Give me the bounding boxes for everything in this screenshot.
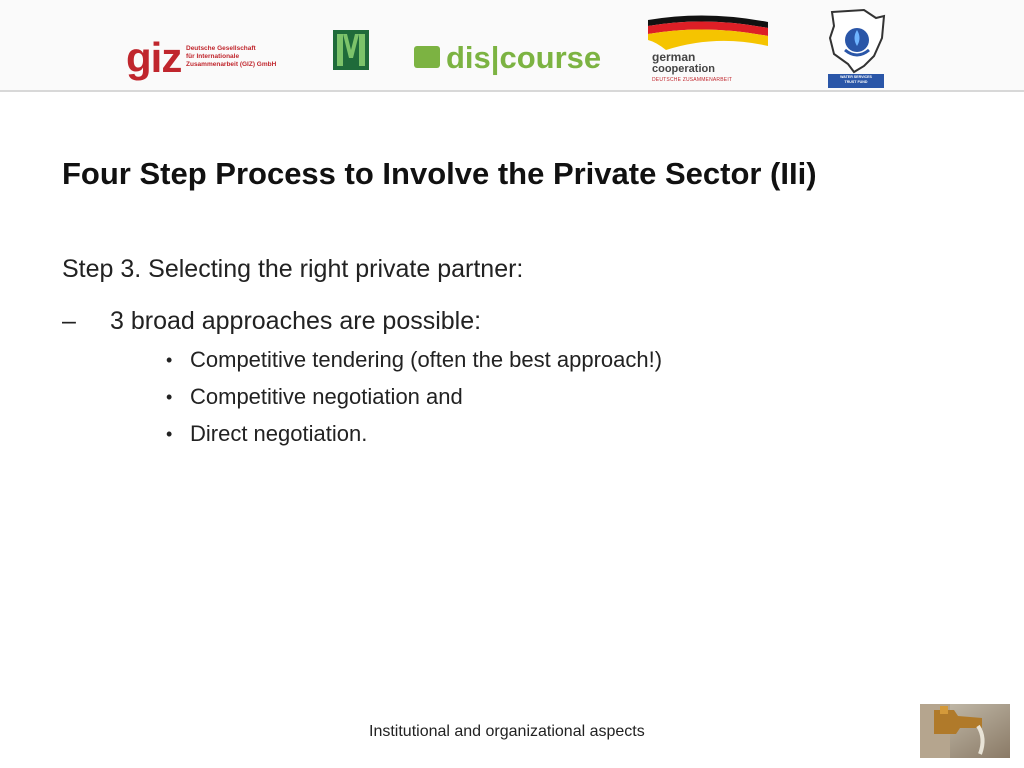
step-heading: Step 3. Selecting the right private partner: — [62, 255, 524, 283]
german-flag-swoosh-icon — [646, 12, 771, 52]
bullet-icon: • — [166, 387, 173, 407]
water-tap-photo — [920, 704, 1010, 758]
bullet-icon: • — [166, 424, 173, 444]
list-item — [164, 345, 662, 382]
approaches-text: 3 broad approaches are possible: — [110, 307, 482, 335]
german-cooperation-line-3: DEUTSCHE ZUSAMMENARBEIT — [652, 77, 733, 83]
giz-logo-text — [186, 45, 276, 69]
giz-logo-line-3: Zusammenarbeit (GIZ) GmbH — [186, 61, 277, 68]
m-logo — [333, 30, 369, 70]
german-cooperation-line-1: german — [652, 50, 696, 64]
german-cooperation-line-2: cooperation — [652, 63, 715, 75]
water-services-trust-fund-label — [828, 74, 884, 88]
discourse-logo — [414, 40, 604, 76]
dash-marker: – — [62, 307, 76, 335]
giz-logo-line-1: Deutsche Gesellschaft — [186, 45, 256, 52]
german-cooperation-logo — [646, 12, 771, 86]
emblem-label-line-2: TRUST FUND — [844, 80, 868, 84]
footer-text: Institutional and organizational aspects — [369, 723, 645, 740]
kenya-map-icon — [824, 8, 888, 74]
approach-list — [164, 345, 662, 456]
discourse-logo-square — [414, 46, 440, 68]
list-item-text: Competitive negotiation and — [190, 384, 463, 409]
list-item-text: Competitive tendering (often the best approach!) — [190, 347, 663, 372]
giz-logo — [126, 34, 291, 82]
discourse-logo-text: dis|course — [446, 40, 602, 75]
water-services-trust-fund-logo — [824, 8, 888, 88]
list-item — [164, 419, 662, 456]
logo-header-bar — [0, 0, 1024, 92]
slide-title: Four Step Process to Involve the Private Sector (IIi) — [62, 156, 817, 191]
list-item — [164, 382, 662, 419]
list-item-text: Direct negotiation. — [190, 421, 368, 446]
giz-logo-line-2: für Internationale — [186, 53, 240, 60]
bullet-icon: • — [166, 350, 173, 370]
emblem-label-line-1: WATER SERVICES — [840, 75, 872, 79]
giz-logo-mark: giz — [126, 34, 182, 81]
